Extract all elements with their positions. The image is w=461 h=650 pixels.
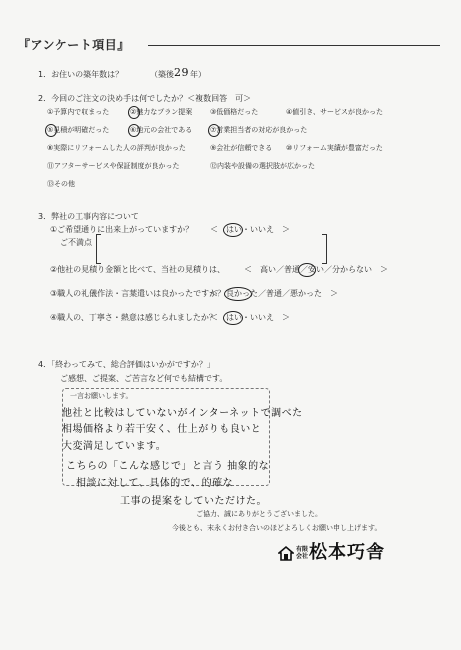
q3-sub4-yes-circle [223, 311, 243, 325]
company-kind-bottom: 会社 [296, 553, 309, 560]
q2-option-7: ⑦営業担当者の対応が良かった [210, 126, 308, 134]
handwritten-line-3: 大変満足しています。 [62, 441, 167, 452]
q2-option-6: ⑥地元の会社である [130, 126, 193, 134]
q3-sub1-choice: ＜ はい・いいえ ＞ [210, 225, 290, 234]
q3-sub1-yes-circle [223, 223, 243, 237]
company-name: 松本巧舎 [309, 542, 385, 563]
q3-sub4-choice: ＜ はい・いいえ ＞ [210, 313, 290, 322]
q2-option-8: ⑧実際にリフォームした人の評判が良かった [47, 144, 186, 152]
q1-answer-prefix: （築後 [150, 70, 174, 79]
handwritten-line-2: 相場価格より若干安く、仕上がりも良いと [62, 424, 262, 435]
q1-label: 1．お住いの築年数は？ [38, 70, 124, 79]
q3-sub3-good-circle [224, 287, 252, 301]
q2-option-10: ⑩リフォーム実績が豊富だった [286, 144, 383, 152]
q2-option-3: ③低価格だった [210, 108, 259, 116]
q1-answer-suffix: 年） [190, 70, 206, 79]
q4-label: 4．「終わってみて、総合評価はいかがですか？」 [38, 360, 215, 369]
handwritten-line-6: 工事の提案をしていただけた。 [120, 496, 267, 507]
handwritten-line-1: 他社と比較はしていないがインターネットで調べた [62, 408, 303, 419]
survey-title: 『アンケート項目』 [18, 38, 130, 52]
title-rule [148, 45, 440, 46]
handwritten-line-5: 相談に対して、具体的で、的確な [76, 478, 234, 489]
q2-option-2-circle [128, 106, 140, 119]
q2-option-9: ⑨会社が信頼できる [210, 144, 273, 152]
q2-option-12: ⑫内装や設備の選択肢が広かった [210, 162, 315, 170]
q4-sub: ご感想、ご提案、ご苦言など何でも結構です。 [60, 374, 228, 383]
q2-option-5: ⑤見積が明確だった [47, 126, 110, 134]
q2-option-1: ①予算内で収まった [47, 108, 110, 116]
q2-option-5-circle [45, 124, 57, 137]
q3-sub1: ①ご希望通りに出来上がっていますか？ [50, 225, 194, 234]
closing-line-2: 今後とも、末永くお付き合いのほどよろしくお願い申し上げます。 [172, 524, 382, 532]
q1-answer-value: 29 [174, 66, 189, 79]
q3-sub1-reason-label: ご不満点 [60, 238, 92, 247]
q3-label: 3．弊社の工事内容について [38, 212, 139, 221]
q3-sub2-choice: ＜ 高い／普通／安い／分からない ＞ [244, 265, 388, 274]
q2-option-13: ⑬その他 [47, 180, 75, 188]
q3-reason-bracket-right [322, 234, 327, 264]
q3-sub4: ④職人の、丁寧さ・熱意は感じられましたか？ [50, 313, 217, 322]
q3-sub2: ②他社の見積り金額と比べて、当社の見積りは、 [50, 265, 226, 274]
q3-reason-bracket-left [96, 234, 101, 264]
q2-option-7-circle [208, 124, 220, 137]
handwritten-line-4: こちらの「こんな感じで」と言う 抽象的な [66, 461, 270, 472]
q2-option-11: ⑪アフターサービスや保証制度が良かった [47, 162, 180, 170]
q2-option-4: ④値引き、サービスが良かった [286, 108, 383, 116]
q2-label: 2．今回のご注文の決め手は何でしたか？＜複数回答 可＞ [38, 94, 252, 103]
company-kind-top: 有限 [296, 546, 309, 553]
closing-line-1: ご協力、誠にありがとうございました。 [196, 510, 322, 518]
q3-sub2-cheap-circle [298, 263, 316, 277]
company-logo [278, 545, 294, 561]
house-icon [278, 545, 294, 561]
q2-option-2: ②魅力なプラン提案 [130, 108, 193, 116]
q2-option-6-circle [128, 124, 140, 137]
comment-box-heading: 一言お願いします。 [70, 392, 133, 400]
q3-sub3: ③職人の礼儀作法・言葉遣いは良かったですか？ [50, 289, 226, 298]
q3-sub3-choice: ＜ 良かった／普通／悪かった ＞ [210, 289, 338, 298]
